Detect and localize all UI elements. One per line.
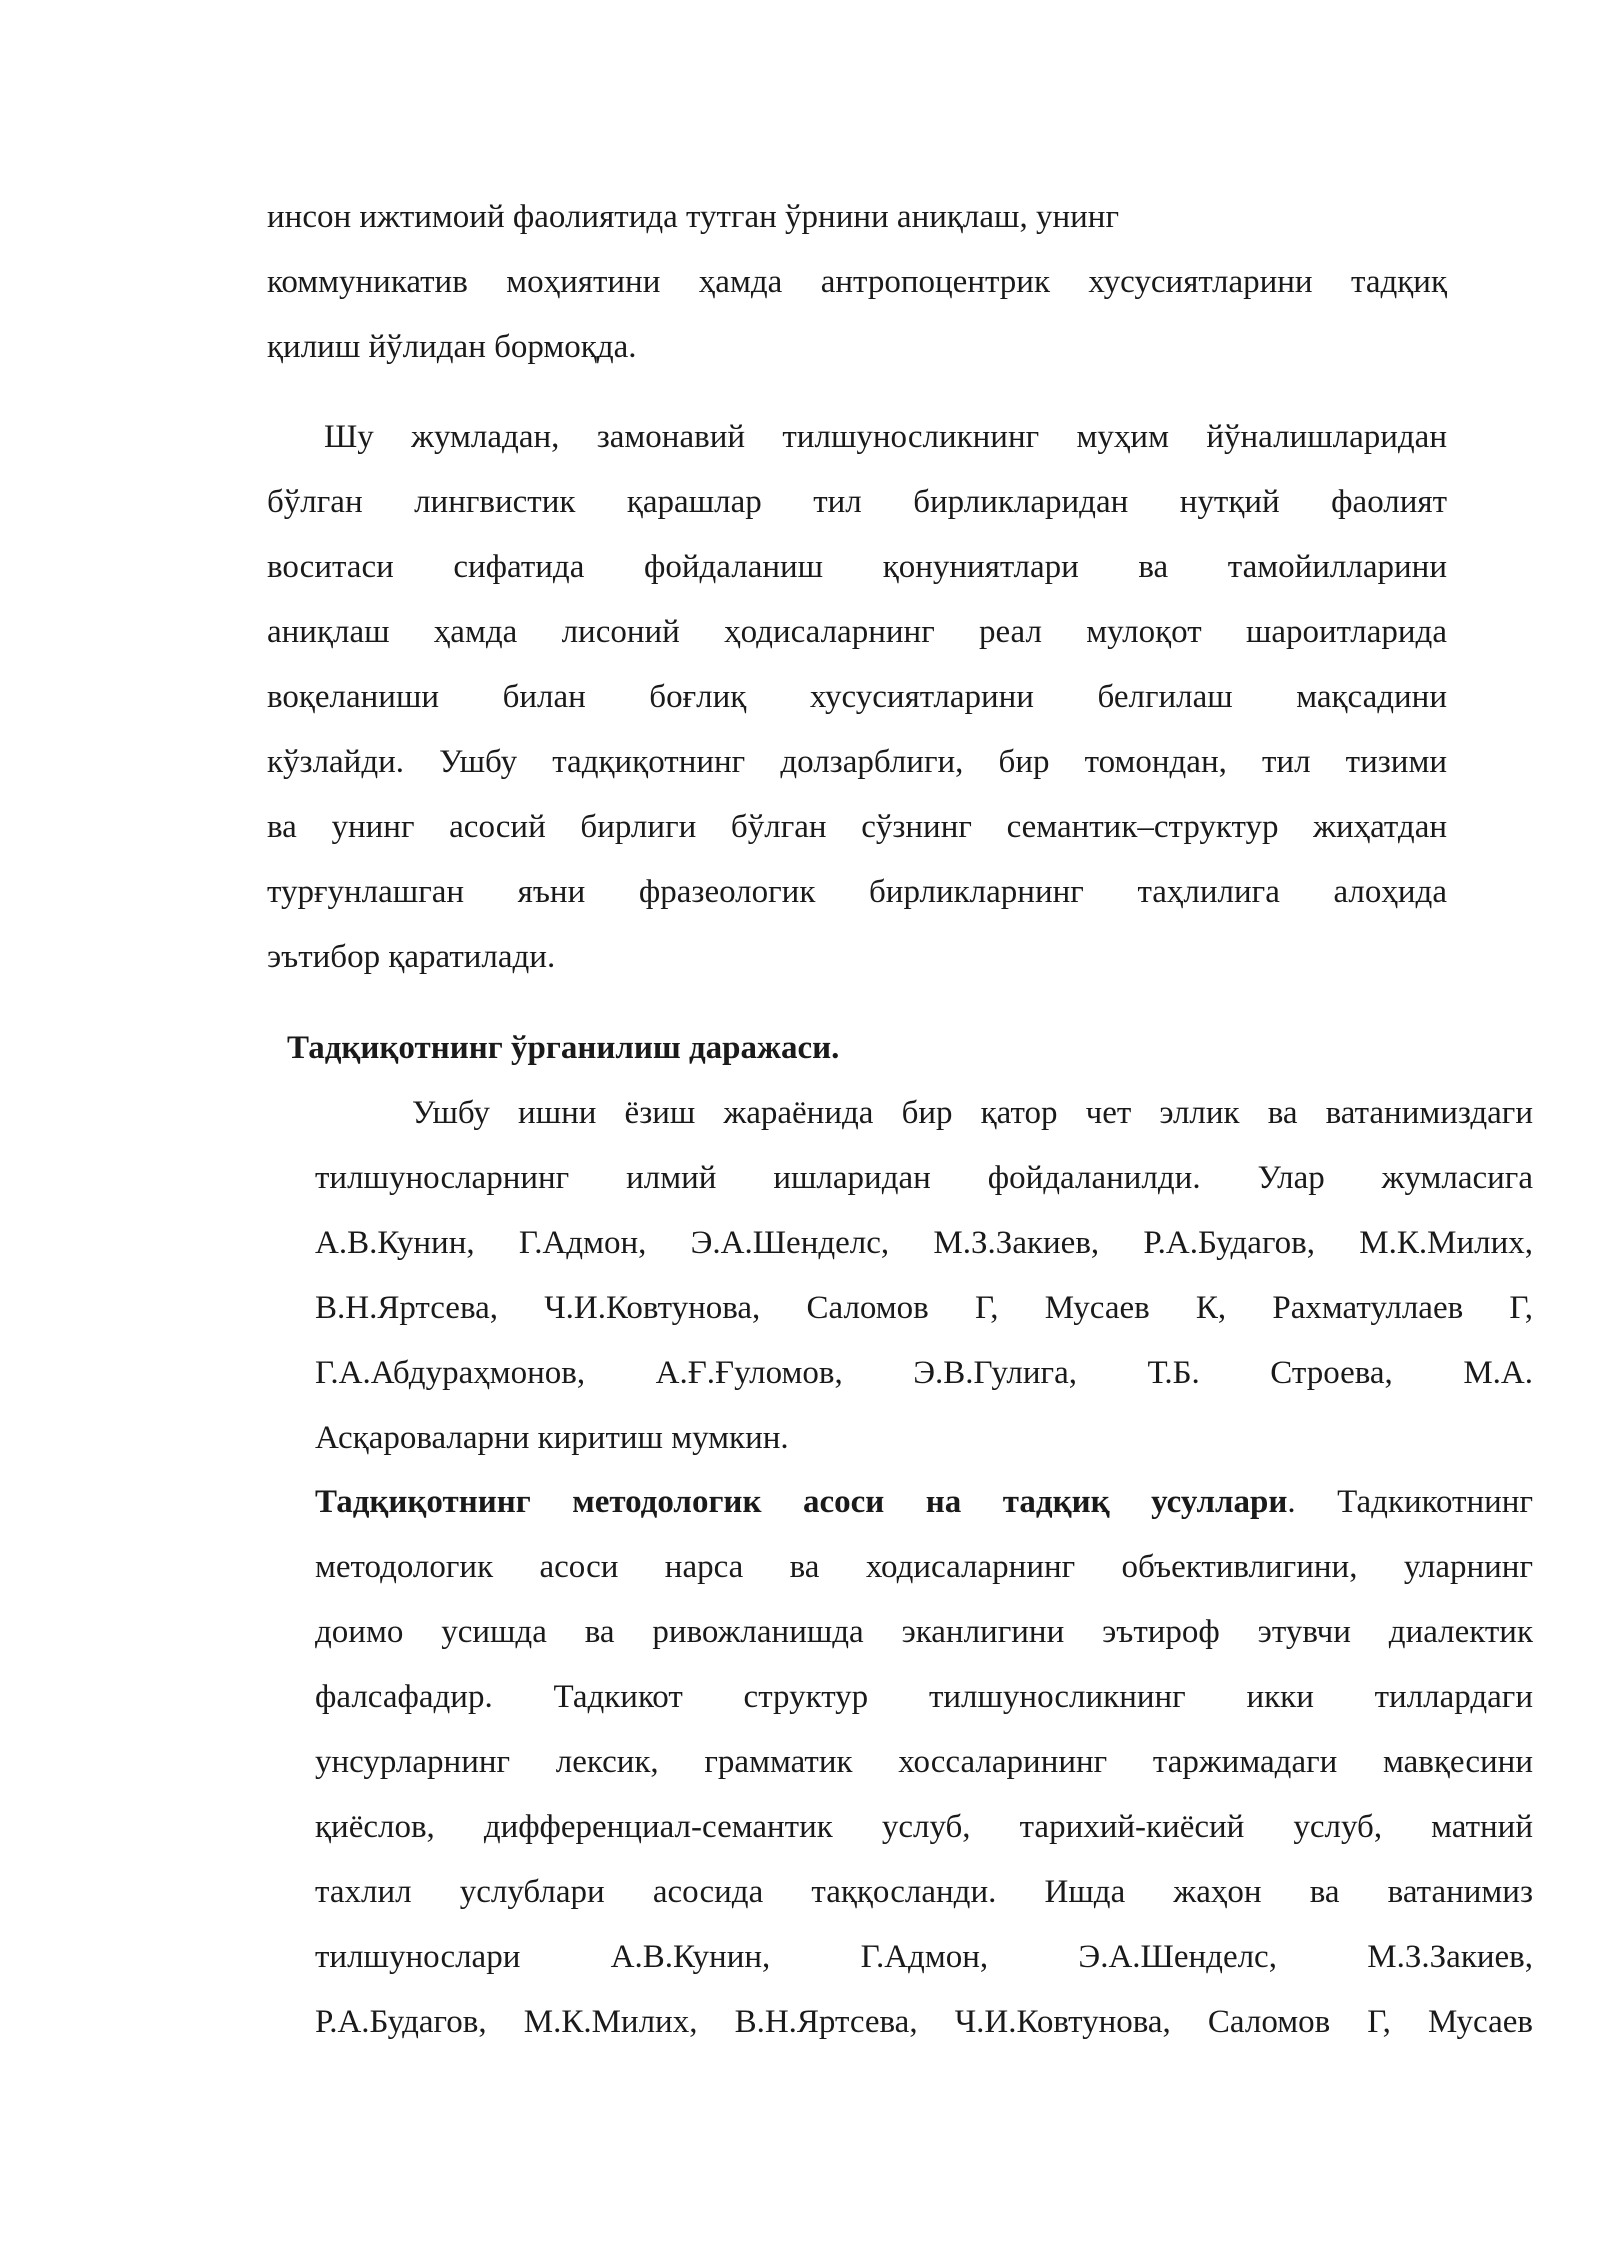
paragraph-line: Асқароваларни киритиш мумкин.	[315, 1420, 789, 1456]
paragraph-line: қилиш йўлидан бормоқда.	[267, 329, 637, 365]
paragraph-line: тилшунослари А.В.Кунин, Г.Адмон, Э.А.Шенделс, М.З.Закиев,	[315, 1939, 1533, 1975]
goal-paragraph	[267, 405, 1447, 990]
paragraph-line: эътибор қаратилади.	[267, 939, 556, 975]
paragraph-line: фалсафадир. Тадкикот структур тилшуносликнинг икки тиллардаги	[315, 1679, 1533, 1715]
paragraph-line: коммуникатив моҳиятини ҳамда антропоцентрик хусусиятларини тадқиқ	[267, 264, 1447, 300]
paragraph-line: Шу жумладан, замонавий тилшуносликнинг муҳим йўналишларидан	[324, 419, 1447, 455]
paragraph-line: воситаси сифатида фойдаланиш қонуниятлари ва тамойилларини	[267, 549, 1447, 585]
intro-paragraph	[267, 185, 1447, 380]
paragraph-line: тилшуносларнинг илмий ишларидан фойдаланилди. Улар жумласига	[315, 1160, 1533, 1196]
paragraph-line: турғунлашган яъни фразеологик бирликларнинг таҳлилига алоҳида	[267, 874, 1447, 910]
paragraph-line: аниқлаш ҳамда лисоний ҳодисаларнинг реал мулоқот шароитларида	[267, 614, 1447, 650]
paragraph-line: кўзлайди. Ушбу тадқиқотнинг долзарблиги, бир томондан, тил тизими	[267, 744, 1447, 780]
paragraph-line: тахлил услублари асосида таққосланди. Ишда жаҳон ва ватанимиз	[315, 1874, 1533, 1910]
paragraph-line: инсон ижтимоий фаолиятида тутган ўрнини аниқлаш, унинг	[267, 199, 1119, 235]
study-degree-heading: Тадқиқотнинг ўрганилиш даражаси.	[287, 1030, 840, 1066]
paragraph-line: воқеланиши билан боғлиқ хусусиятларини белгилаш мақсадини	[267, 679, 1447, 715]
study-degree-paragraph	[315, 1081, 1533, 1471]
paragraph-line: қиёслов, дифференциал-семантик услуб, тарихий-киёсий услуб, матний	[315, 1809, 1533, 1845]
methodology-heading: Тадқиқотнинг методологик асоси на тадқиқ усуллари	[315, 1484, 1288, 1520]
paragraph-line: ва унинг асосий бирлиги бўлган сўзнинг семантик–структур жиҳатдан	[267, 809, 1447, 845]
paragraph-line: Г.А.Абдураҳмонов, А.Ғ.Ғуломов, Э.В.Гулига, Т.Б. Строева, М.А.	[315, 1355, 1533, 1391]
paragraph-line: доимо усишда ва ривожланишда эканлигини эътироф этувчи диалектик	[315, 1614, 1533, 1650]
paragraph-line: Ушбу ишни ёзиш жараёнида бир қатор чет эллик ва ватанимиздаги	[412, 1095, 1533, 1131]
methodology-first-line	[315, 1470, 1533, 1535]
methodology-heading-tail: . Тадкикотнинг	[1287, 1484, 1533, 1520]
paragraph-line: бўлган лингвистик қарашлар тил бирликларидан нутқий фаолият	[267, 484, 1447, 520]
paragraph-line: Р.А.Будагов, М.К.Милих, В.Н.Яртсева, Ч.И.Ковтунова, Саломов Г, Мусаев	[315, 2004, 1533, 2040]
methodology-paragraph	[315, 1470, 1533, 2055]
paragraph-line: унсурларнинг лексик, грамматик хоссаларининг таржимадаги мавқесини	[315, 1744, 1533, 1780]
paragraph-line: методологик асоси нарса ва ходисаларнинг объективлигини, уларнинг	[315, 1549, 1533, 1585]
paragraph-line: А.В.Кунин, Г.Адмон, Э.А.Шенделс, М.З.Закиев, Р.А.Будагов, М.К.Милих,	[315, 1225, 1533, 1261]
paragraph-line: В.Н.Яртсева, Ч.И.Ковтунова, Саломов Г, Мусаев К, Рахматуллаев Г,	[315, 1290, 1533, 1326]
